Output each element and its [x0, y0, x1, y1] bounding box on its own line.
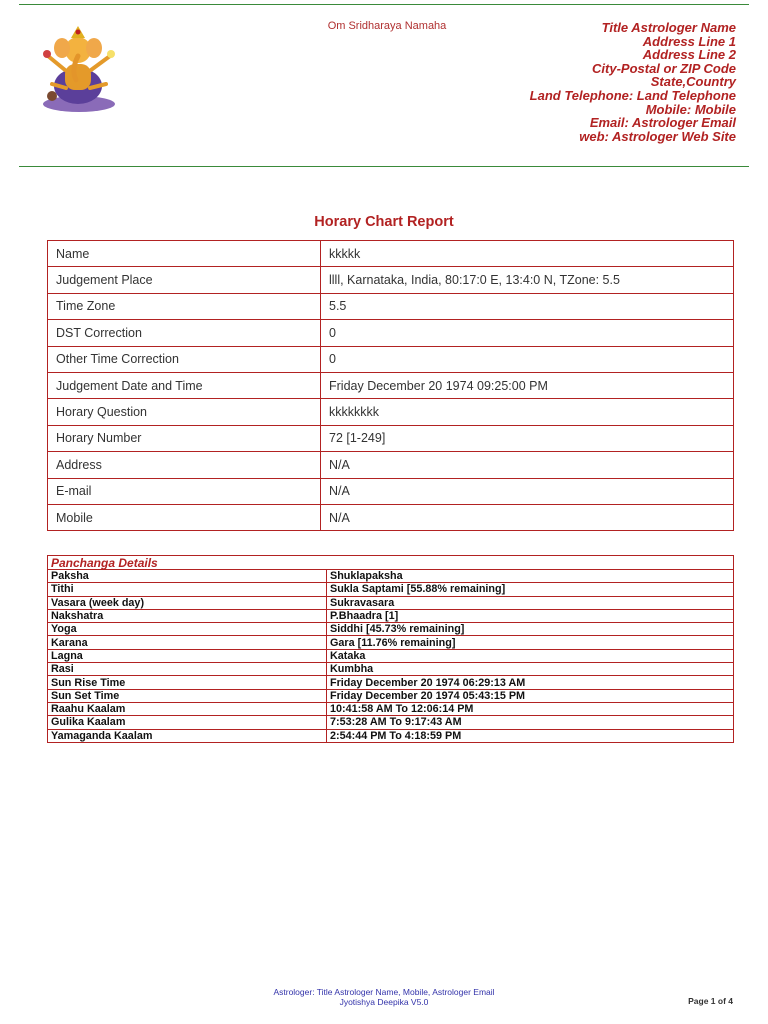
footer-astrologer-line: Astrologer: Title Astrologer Name, Mobile, Astrologer Email [273, 987, 495, 997]
table-row [48, 716, 734, 729]
panchanga-value: Kataka [327, 649, 734, 662]
table-row [48, 636, 734, 649]
website: web: Astrologer Web Site [579, 128, 736, 144]
detail-value: llll, Karnataka, India, 80:17:0 E, 13:4:0 N, TZone: 5.5 [321, 267, 734, 293]
panchanga-header-row [48, 556, 734, 570]
detail-label: Judgement Date and Time [48, 372, 321, 398]
detail-value: N/A [321, 478, 734, 504]
panchanga-label: Vasara (week day) [48, 596, 327, 609]
top-divider [19, 4, 749, 5]
panchanga-label: Karana [48, 636, 327, 649]
ganesha-image [38, 26, 120, 114]
invocation-text: Om Sridharaya Namaha [327, 20, 447, 32]
panchanga-label: Tithi [48, 583, 327, 596]
table-row [48, 729, 734, 742]
address-line-1: Address Line 1 [642, 33, 736, 49]
detail-label: Horary Question [48, 399, 321, 425]
page-number: Page 1 of 4 [688, 996, 733, 1006]
panchanga-value: 7:53:28 AM To 9:17:43 AM [327, 716, 734, 729]
panchanga-label: Nakshatra [48, 609, 327, 622]
detail-label: Name [48, 241, 321, 267]
panchanga-value: Sukravasara [327, 596, 734, 609]
table-row [48, 478, 734, 504]
detail-value: 72 [1-249] [321, 425, 734, 451]
chart-details-table [47, 240, 734, 531]
table-row [48, 293, 734, 319]
astrologer-info [530, 21, 736, 143]
panchanga-value: Kumbha [327, 663, 734, 676]
report-title: Horary Chart Report [314, 214, 454, 230]
panchanga-label: Paksha [48, 570, 327, 583]
panchanga-value: Gara [11.76% remaining] [327, 636, 734, 649]
table-row [48, 596, 734, 609]
table-row [48, 504, 734, 530]
table-row [48, 609, 734, 622]
address-line-2: Address Line 2 [642, 47, 736, 63]
city-postal: City-Postal or ZIP Code [592, 60, 736, 76]
panchanga-value: 10:41:58 AM To 12:06:14 PM [327, 702, 734, 715]
detail-label: Other Time Correction [48, 346, 321, 372]
detail-label: Horary Number [48, 425, 321, 451]
panchanga-label: Gulika Kaalam [48, 716, 327, 729]
detail-value: N/A [321, 504, 734, 530]
panchanga-value: Sukla Saptami [55.88% remaining] [327, 583, 734, 596]
panchanga-label: Raahu Kaalam [48, 702, 327, 715]
detail-value: Friday December 20 1974 09:25:00 PM [321, 372, 734, 398]
state-country: State,Country [650, 74, 736, 90]
table-row [48, 702, 734, 715]
table-row [48, 663, 734, 676]
email: Email: Astrologer Email [589, 115, 736, 131]
table-row [48, 399, 734, 425]
panchanga-value: Siddhi [45.73% remaining] [327, 623, 734, 636]
table-row [48, 267, 734, 293]
panchanga-label: Yamaganda Kaalam [48, 729, 327, 742]
land-telephone: Land Telephone: Land Telephone [529, 87, 736, 103]
detail-label: Judgement Place [48, 267, 321, 293]
detail-label: DST Correction [48, 320, 321, 346]
table-row [48, 320, 734, 346]
header-divider [19, 166, 749, 167]
panchanga-value: Shuklapaksha [327, 570, 734, 583]
panchanga-label: Sun Set Time [48, 689, 327, 702]
table-row [48, 583, 734, 596]
table-row [48, 346, 734, 372]
detail-value: N/A [321, 452, 734, 478]
detail-label: Address [48, 452, 321, 478]
detail-label: Mobile [48, 504, 321, 530]
table-row [48, 570, 734, 583]
detail-value: 0 [321, 320, 734, 346]
detail-value: kkkkk [321, 241, 734, 267]
detail-value: kkkkkkkk [321, 399, 734, 425]
table-row [48, 689, 734, 702]
table-row [48, 372, 734, 398]
table-row [48, 649, 734, 662]
detail-label: Time Zone [48, 293, 321, 319]
astrologer-name: Title Astrologer Name [601, 20, 736, 35]
detail-label: E-mail [48, 478, 321, 504]
detail-value: 5.5 [321, 293, 734, 319]
panchanga-title: Panchanga Details [48, 556, 734, 570]
table-row [48, 425, 734, 451]
panchanga-value: Friday December 20 1974 06:29:13 AM [327, 676, 734, 689]
panchanga-label: Rasi [48, 663, 327, 676]
table-row [48, 452, 734, 478]
mobile: Mobile: Mobile [645, 101, 736, 117]
panchanga-value: P.Bhaadra [1] [327, 609, 734, 622]
panchanga-value: Friday December 20 1974 05:43:15 PM [327, 689, 734, 702]
panchanga-label: Sun Rise Time [48, 676, 327, 689]
detail-value: 0 [321, 346, 734, 372]
table-row [48, 241, 734, 267]
table-row [48, 676, 734, 689]
table-row [48, 623, 734, 636]
panchanga-label: Yoga [48, 623, 327, 636]
panchanga-label: Lagna [48, 649, 327, 662]
panchanga-table [47, 555, 734, 743]
footer-software-line: Jyotishya Deepika V5.0 [339, 997, 429, 1007]
footer [0, 987, 768, 1007]
panchanga-value: 2:54:44 PM To 4:18:59 PM [327, 729, 734, 742]
